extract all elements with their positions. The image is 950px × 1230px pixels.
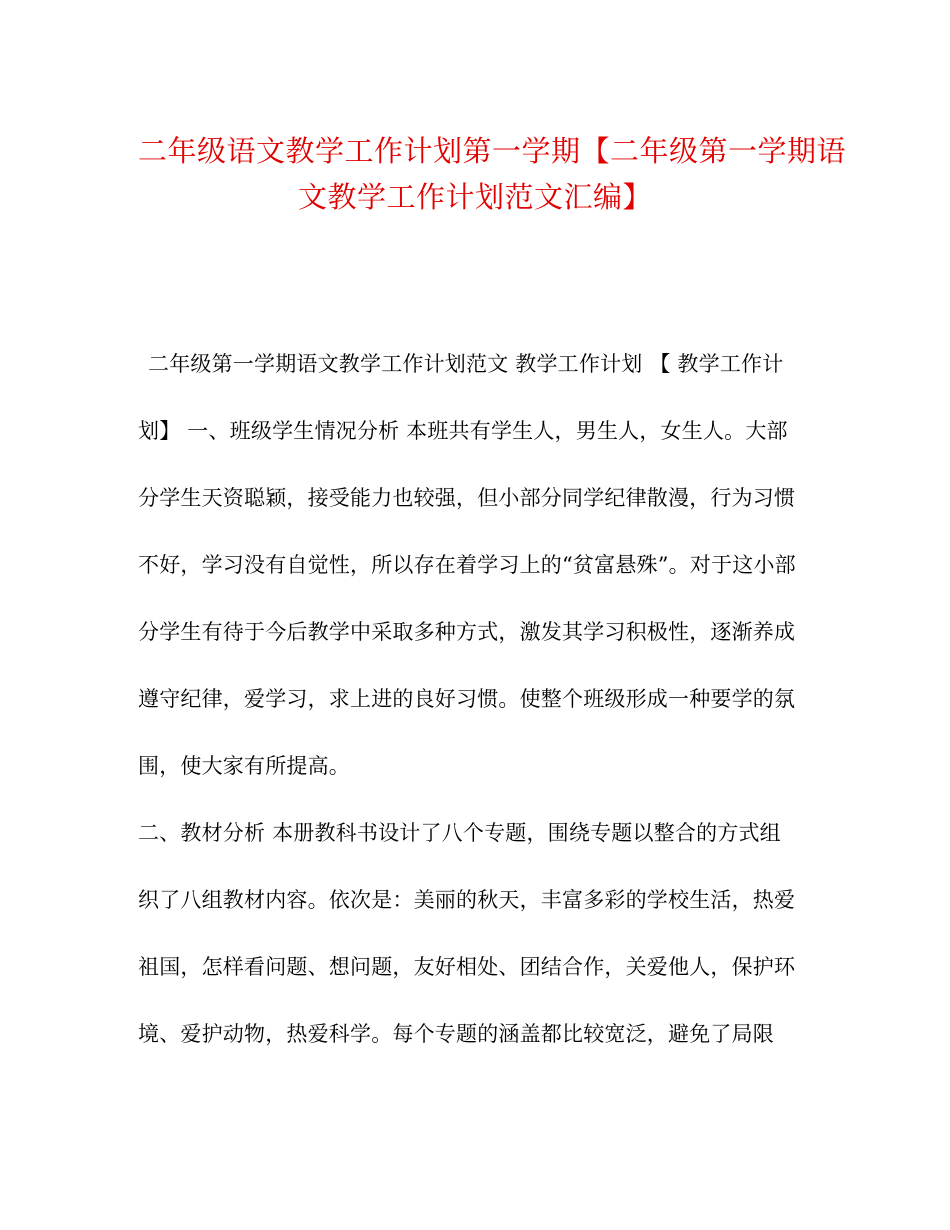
title-line: 文教学工作计划范文汇编】: [297, 180, 652, 214]
document-title: [138, 0, 847, 220]
title-line: 二年级语文教学工作计划第一学期【二年级第一学期语: [138, 134, 847, 168]
body-line: 遵守纪律，爱学习，求上进的良好习惯。使整个班级形成一种要学的氛: [138, 687, 796, 711]
body-line: 分学生有待于今后教学中采取多种方式，激发其学习积极性，逐渐养成: [138, 620, 796, 644]
body-line: 分学生天资聪颖，接受能力也较强，但小部分同学纪律散漫，行为习惯: [138, 486, 796, 510]
body-line: 织了八组教材内容。依次是：美丽的秋天，丰富多彩的学校生活，热爱: [138, 888, 796, 912]
document-body: [138, 344, 812, 1081]
body-line: 围，使大家有所提高。: [138, 754, 350, 778]
body-line: 二年级第一学期语文教学工作计划范文 教学工作计划 【 教学工作计: [148, 352, 784, 376]
body-line: 二、教材分析 本册教科书设计了八个专题，围绕专题以整合的方式组: [138, 821, 781, 845]
body-line: 祖国，怎样看问题、想问题，友好相处、团结合作，关爱他人，保护环: [138, 955, 796, 979]
body-line: 境、爱护动物，热爱科学。每个专题的涵盖都比较宽泛，避免了局限: [138, 1022, 774, 1046]
body-line: 不好，学习没有自觉性，所以存在着学习上的“贫富悬殊”。对于这小部: [138, 553, 796, 577]
body-line: 划】 一、班级学生情况分析 本班共有学生人，男生人，女生人。大部: [138, 419, 788, 443]
